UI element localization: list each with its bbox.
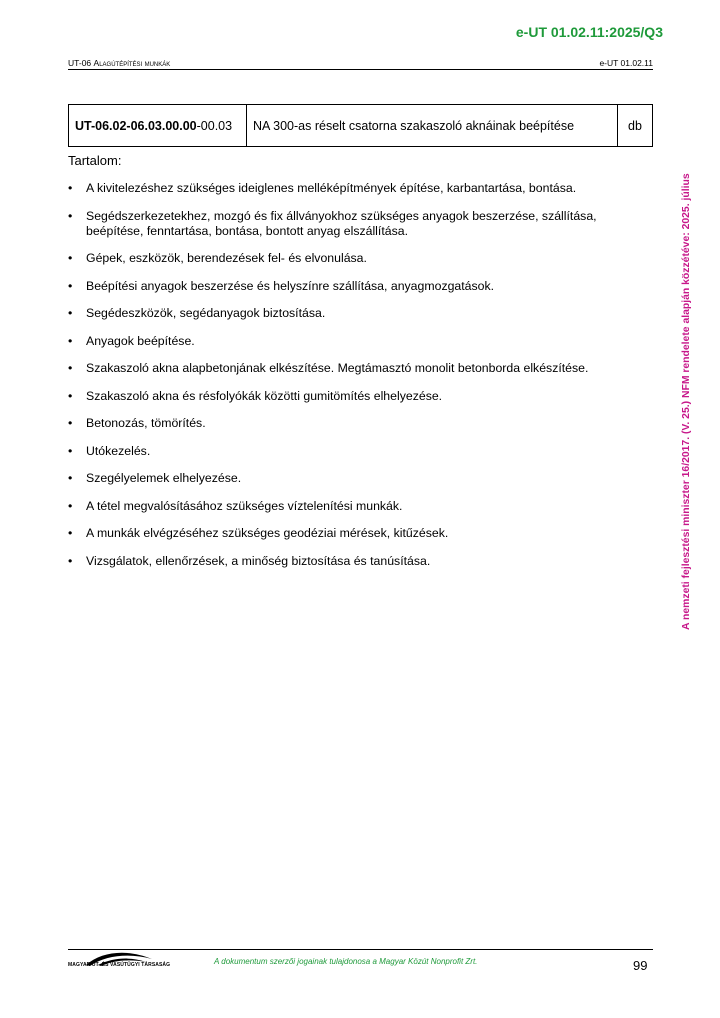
content-list (68, 181, 648, 581)
list-item (68, 416, 648, 431)
list-item-text: Betonozás, tömörítés. (86, 416, 206, 430)
list-item (68, 279, 648, 294)
list-item (68, 334, 648, 349)
item-code-suffix: -00.03 (196, 118, 233, 133)
bullet-icon: • (68, 416, 73, 430)
content-title: Tartalom: (68, 153, 122, 168)
header-doc-ref: e-UT 01.02.11 (599, 58, 653, 68)
header-rule (68, 69, 653, 70)
copyright-note: A dokumentum szerzői jogainak tulajdonosa a Magyar Közút Nonprofit Zrt. (214, 957, 478, 966)
list-item-text: Szegélyelemek elhelyezése. (86, 471, 242, 485)
list-item-text: Anyagok beépítése. (86, 333, 195, 348)
item-table (68, 104, 653, 147)
list-item (68, 444, 648, 459)
running-header (68, 58, 653, 68)
list-item-text: Gépek, eszközök, berendezések fel- és elvonulása. (86, 251, 367, 265)
bullet-icon: • (68, 526, 73, 540)
item-code (69, 105, 247, 147)
list-item-text: Beépítési anyagok beszerzése és helyszínre szállítása, anyagmozgatások. (86, 278, 495, 293)
list-item-text: Vizsgálatok, ellenőrzések, a minőség biztosítása és tanúsítása. (86, 553, 431, 568)
page-number: 99 (633, 958, 648, 973)
bullet-icon: • (68, 443, 73, 458)
list-item-text: A kivitelezéshez szükséges ideiglenes melléképítmények építése, karbantartása, bontása. (86, 181, 577, 195)
publication-side-note: A nemzeti fejlesztési miniszter 16/2017. (V. 25.) NFM rendelete alapján közzétéve: 2025. július (681, 173, 692, 630)
list-item-text: Utókezelés. (86, 443, 151, 458)
bullet-icon: • (68, 553, 73, 568)
list-item-text: A munkák elvégzéséhez szükséges geodéziai mérések, kitűzések. (86, 526, 449, 540)
bullet-icon: • (68, 471, 73, 485)
list-item (68, 306, 648, 321)
list-item-text: A tétel megvalósításához szükséges víztelenítési munkák. (86, 498, 403, 513)
list-item (68, 361, 648, 376)
list-item (68, 209, 648, 239)
list-item (68, 389, 648, 404)
list-item-text: Segédeszközök, segédanyagok biztosítása. (86, 306, 326, 320)
list-item (68, 181, 648, 196)
bullet-icon: • (68, 388, 73, 403)
bullet-icon: • (68, 306, 73, 320)
list-item (68, 499, 648, 514)
bullet-icon: • (68, 278, 73, 293)
item-row (69, 105, 653, 147)
item-unit: db (618, 105, 653, 147)
document-code: e-UT 01.02.11:2025/Q3 (515, 24, 663, 40)
list-item-text: Segédszerkezetekhez, mozgó és fix állványokhoz szükséges anyagok beszerzése, szállítása, beépítése, fenntartása, bontása, bontott anyag elszállítása. (86, 208, 597, 238)
list-item (68, 471, 648, 486)
bullet-icon: • (68, 333, 73, 348)
list-item (68, 526, 648, 541)
bullet-icon: • (68, 361, 73, 375)
list-item (68, 251, 648, 266)
item-description: NA 300-as réselt csatorna szakaszoló aknáinak beépítése (247, 105, 618, 147)
header-section-title (68, 58, 170, 68)
footer-rule (68, 949, 653, 950)
list-item-text: Szakaszoló akna és résfolyókák közötti gumitömítés elhelyezése. (86, 388, 443, 403)
bullet-icon: • (68, 208, 73, 223)
bullet-icon: • (68, 181, 73, 195)
bullet-icon: • (68, 498, 73, 513)
list-item (68, 554, 648, 569)
list-item-text: Szakaszoló akna alapbetonjának elkészítése. Megtámasztó monolit betonborda elkészítése. (86, 361, 589, 375)
bullet-icon: • (68, 251, 73, 265)
header-section-prefix: UT-06 (68, 58, 92, 68)
society-logo-text: MAGYAR ÚT- ÉS VASÚTÜGYI TÁRSASÁG (68, 962, 171, 968)
header-section-name: Alagútépítési munkák (93, 58, 171, 68)
item-code-main: UT-06.02-06.03.00.00 (75, 118, 197, 133)
